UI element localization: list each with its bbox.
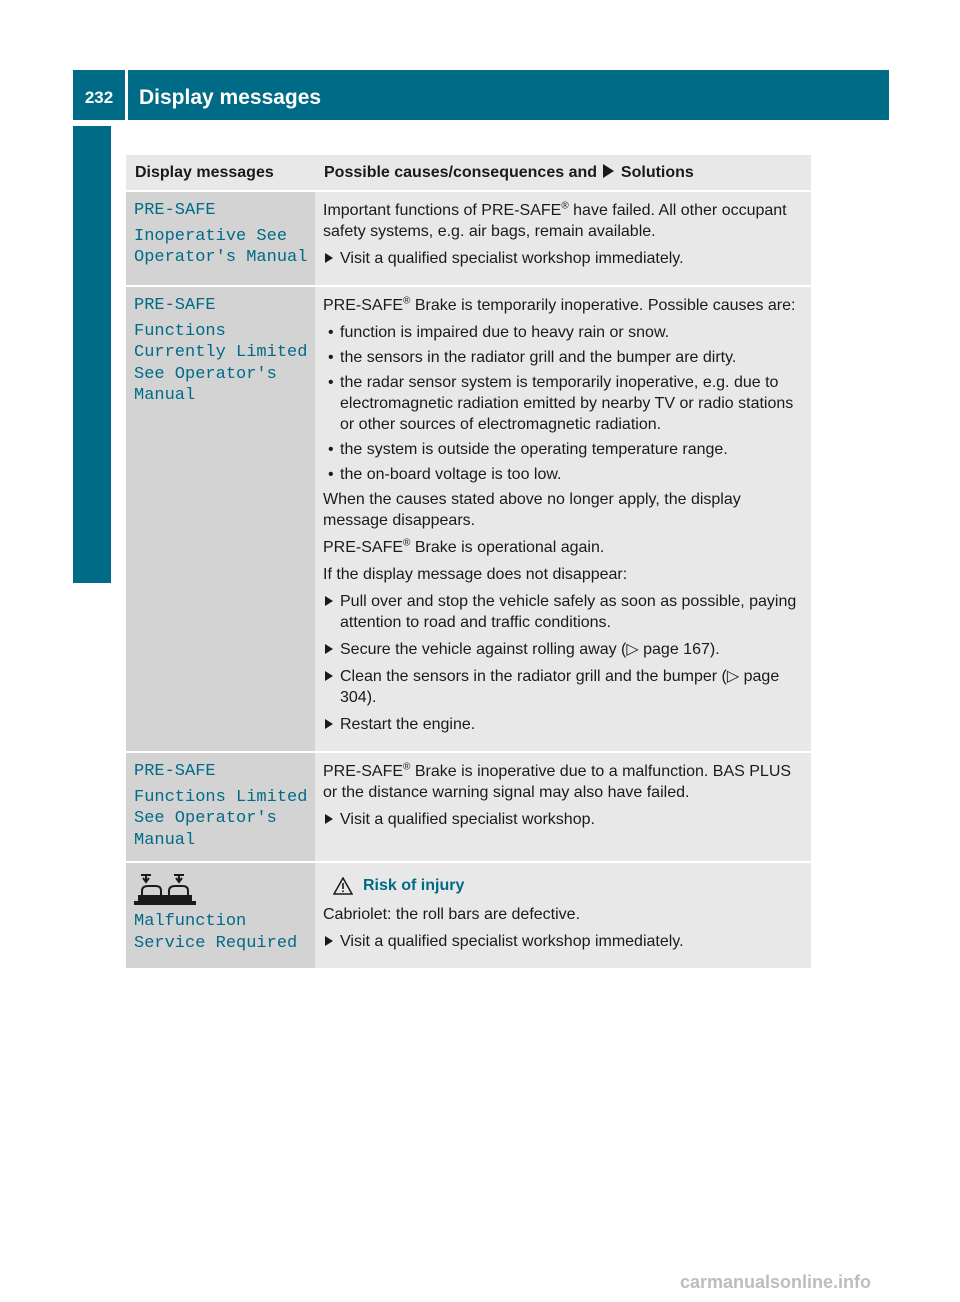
display-messages-table: [126, 155, 811, 970]
action-step: Visit a qualified specialist workshop.: [323, 809, 805, 830]
table-row: [126, 862, 811, 969]
arrow-right-icon: [325, 596, 333, 606]
solution-cell: [315, 752, 811, 862]
solution-cell: [315, 862, 811, 969]
page-header: [73, 70, 889, 120]
roll-bar-icon: [134, 873, 196, 905]
action-step: Visit a qualified specialist workshop immediately.: [323, 931, 805, 952]
warning-heading: Risk of injury: [333, 875, 805, 896]
cause-text: Important functions of PRE-SAFE® have failed. All other occupant safety systems, e.g. air bags, remain available.: [323, 200, 787, 240]
warning-icon: [333, 877, 353, 895]
arrow-right-icon: [325, 253, 333, 263]
arrow-right-icon: [325, 814, 333, 824]
cause-bullet: • function is impaired due to heavy rain or snow.: [328, 324, 670, 341]
column-header-messages: Display messages: [126, 155, 315, 191]
table-row: [126, 191, 811, 286]
page-number: 232: [84, 88, 114, 107]
cause-bullet: • the on-board voltage is too low.: [328, 466, 562, 483]
message-cell: [126, 752, 315, 862]
arrow-right-icon: [325, 671, 333, 681]
cause-text: PRE-SAFE® Brake is inoperative due to a malfunction. BAS PLUS or the distance warning signal may also have failed.: [323, 761, 792, 801]
cause-bullet: • the sensors in the radiator grill and the bumper are dirty.: [328, 349, 737, 366]
display-message: PRE-SAFE Functions Currently Limited See Operator's Manual: [134, 296, 308, 405]
arrow-right-icon: [603, 164, 614, 178]
display-message: Malfunction Service Required: [134, 912, 298, 953]
table-header-row: [126, 155, 811, 191]
page-title: Display messages: [139, 86, 322, 109]
info-text: PRE-SAFE® Brake is operational again.: [323, 537, 605, 556]
column-header-solutions: [315, 155, 811, 191]
cause-text: PRE-SAFE® Brake is temporarily inoperative. Possible causes are:: [323, 295, 796, 314]
action-step: Clean the sensors in the radiator grill and the bumper (▷ page 304).: [323, 666, 805, 708]
message-cell: [126, 286, 315, 752]
action-step: Restart the engine.: [323, 714, 805, 735]
arrow-right-icon: [325, 644, 333, 654]
arrow-right-icon: [325, 719, 333, 729]
action-step: Pull over and stop the vehicle safely as soon as possible, paying attention to road and traffic conditions.: [323, 591, 805, 633]
info-text: When the causes stated above no longer apply, the display message disappears.: [323, 491, 741, 529]
message-cell: [126, 191, 315, 286]
action-step: Visit a qualified specialist workshop immediately.: [323, 248, 805, 269]
action-step: Secure the vehicle against rolling away (▷ page 167).: [323, 639, 805, 660]
solution-cell: [315, 286, 811, 752]
column-header-pre: Possible causes/consequences and: [324, 164, 598, 181]
table-row: [126, 286, 811, 752]
table-row: [126, 752, 811, 862]
cause-text: Cabriolet: the roll bars are defective.: [323, 906, 581, 923]
arrow-right-icon: [325, 936, 333, 946]
display-message: PRE-SAFE Functions Limited See Operator's Manual: [134, 762, 308, 850]
cause-bullet: • the radar sensor system is temporarily inoperative, e.g. due to electromagnetic radiation emitted by nearby TV or radio stations or other sources of electromagnetic radiation.: [328, 374, 794, 433]
info-text: If the display message does not disappear:: [323, 566, 628, 583]
watermark: carmanualsonline.info: [680, 1272, 872, 1292]
display-message: PRE-SAFE Inoperative See Operator's Manual: [134, 201, 308, 267]
cause-bullet: • the system is outside the operating temperature range.: [328, 441, 728, 458]
side-tab-label: On-board computer and displays: [84, 198, 107, 528]
column-header-post: Solutions: [620, 164, 694, 181]
message-cell: [126, 862, 315, 969]
solution-cell: [315, 191, 811, 286]
